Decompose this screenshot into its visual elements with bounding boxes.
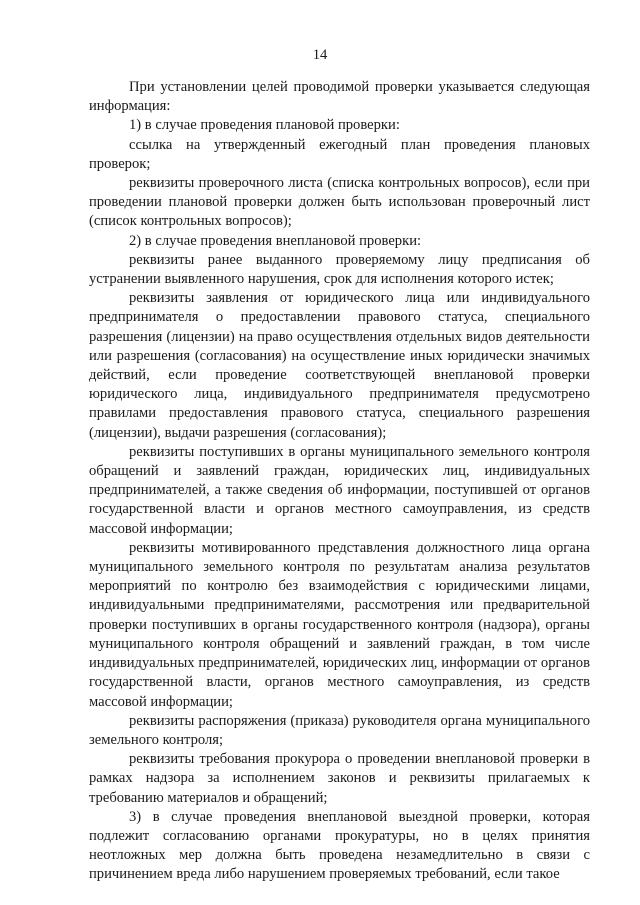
paragraph-item-3: 3) в случае проведения внеплановой выездной проверки, которая подлежит согласованию органами прокуратуры, но в целях принятия неотложных мер должна быть проведена незамедлительно в связи с причинением вреда либо нарушением проверяемых требований, если такое (89, 808, 590, 883)
paragraph-intro: При установлении целей проводимой проверки указывается следующая информация: (89, 79, 590, 115)
paragraph-prosecutor-demand: реквизиты требования прокурора о проведении внеплановой проверки в рамках надзора за исполнением законов и реквизиты прилагаемых к требованию материалов и обращений; (89, 751, 590, 806)
paragraph-citizen-appeals: реквизиты поступивших в органы муниципального земельного контроля обращений и заявлений граждан, юридических лиц, индивидуальных предпринимателей, а также сведения об информации, поступившей от органов государственной власти и органов местного самоуправления, из средств массовой информации; (89, 443, 590, 537)
paragraph-application-details: реквизиты заявления от юридического лица или индивидуального предпринимателя о предоставлении правового статуса, специального разрешения (лицензии) на право осуществления отдельных видов деятельности или разрешения (согласования) на осуществление иных юридически значимых действий, если проведение соответствующей внеплановой проверки юридического лица, индивидуального предпринимателя предусмотрено правилами предоставления правового статуса, специального разрешения (лицензии), выдачи разрешения (согласования); (89, 290, 590, 441)
document-body (89, 78, 590, 885)
page-number: 14 (312, 47, 328, 63)
paragraph-previous-order: реквизиты ранее выданного проверяемому лицу предписания об устранении выявленного нарушения, срок для исполнения которого истек; (89, 251, 590, 288)
paragraph-order-of-head: реквизиты распоряжения (приказа) руководителя органа муниципального земельного контроля; (89, 712, 590, 748)
paragraph-item-1-heading: 1) в случае проведения плановой проверки: (129, 117, 400, 134)
paragraph-annual-plan-link: ссылка на утвержденный ежегодный план проведения плановых проверок; (89, 136, 590, 172)
paragraph-checklist-details: реквизиты проверочного листа (списка контрольных вопросов), если при проведении плановой проверки должен быть использован проверочный лист (список контрольных вопросов); (89, 175, 590, 230)
paragraph-item-2-heading: 2) в случае проведения внеплановой проверки: (129, 232, 422, 249)
paragraph-motivated-submission: реквизиты мотивированного представления должностного лица органа муниципального земельного контроля по результатам анализа результатов мероприятий по контролю без взаимодействия с юридическими лицами, индивидуальными предпринимателями, рассмотрения или предварительной проверки поступивших в органы государственного контроля (надзора), органы муниципального контроля обращений и заявлений граждан, в том числе индивидуальных предпринимателей, юридических лиц, информации от органов государственной власти, органов местного самоуправления, из средств массовой информации; (89, 539, 590, 710)
